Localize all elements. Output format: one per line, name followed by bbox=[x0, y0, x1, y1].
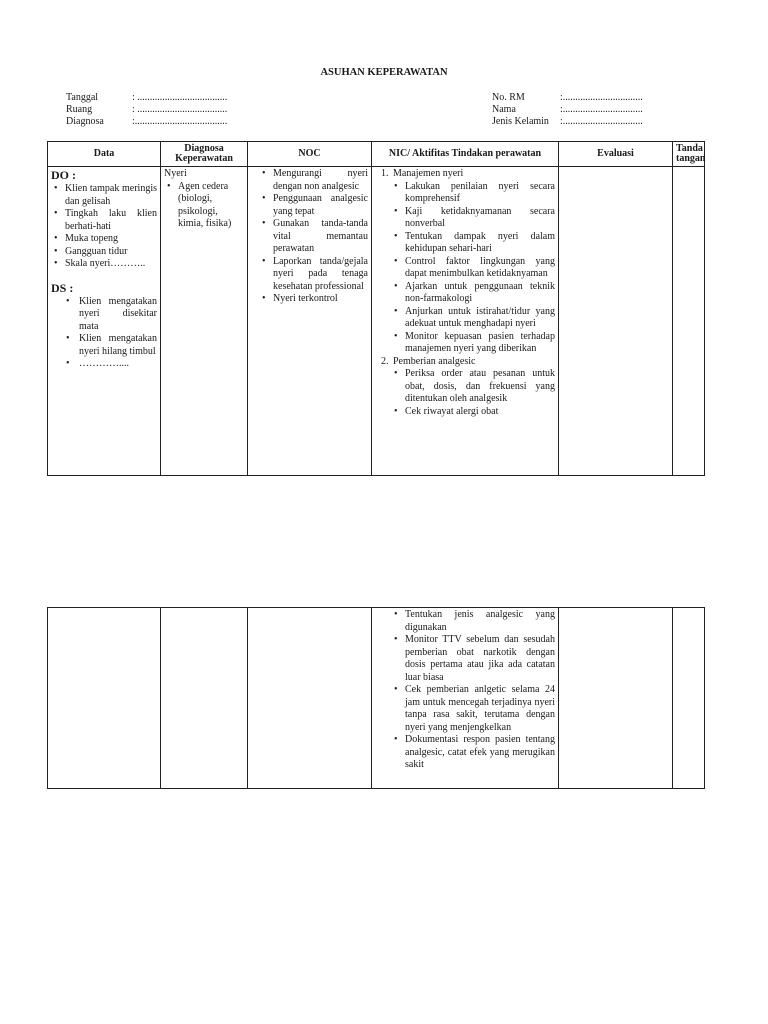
evaluasi-cell bbox=[559, 167, 673, 476]
col-header-evaluasi: Evaluasi bbox=[559, 142, 673, 167]
nic-cell bbox=[372, 608, 559, 789]
list-item: • Monitor TTV sebelum dan sesudah pemberian obat narkotik dengan dosis pertama atau jika ada catatan luar biasa bbox=[405, 634, 555, 684]
nic-section-analgesic bbox=[391, 356, 555, 419]
list-item: • Periksa order atau pesanan untuk obat, dosis, dan frekuensi yang ditentukan oleh analgesik bbox=[405, 368, 555, 406]
nama-row bbox=[492, 104, 643, 116]
list-item: • Tentukan dampak nyeri dalam kehidupan sehari-hari bbox=[405, 231, 555, 256]
nic-section-title: Manajemen nyeri bbox=[393, 168, 464, 179]
ds-heading: DS : bbox=[51, 280, 74, 295]
diagnosa-list bbox=[164, 181, 244, 231]
list-item: • Mengurangi nyeri dengan non analgesic bbox=[273, 168, 368, 193]
do-heading: DO : bbox=[51, 168, 76, 182]
jenis-kelamin-row bbox=[492, 116, 643, 128]
nic-sublist bbox=[393, 368, 555, 418]
ds-list bbox=[51, 296, 157, 371]
list-item: • Anjurkan untuk istirahat/tidur yang adekuat untuk menghadapi nyeri bbox=[405, 306, 555, 331]
list-item: • Control faktor lingkungan yang dapat menimbulkan ketidaknyaman bbox=[405, 256, 555, 281]
list-item: • Cek pemberian anlgetic selama 24 jam untuk mencegah terjadinya nyeri tanpa rasa sakit, terutama dengan nyeri yang menjengkelkan bbox=[405, 684, 555, 734]
no-rm-row bbox=[492, 92, 643, 104]
list-item: • Laporkan tanda/gejala nyeri pada tenaga kesehatan professional bbox=[273, 256, 368, 294]
list-item: • Muka topeng bbox=[65, 233, 157, 246]
list-item: • ………….... bbox=[79, 358, 157, 371]
list-item: • Cek riwayat alergi obat bbox=[405, 406, 555, 419]
data-cell bbox=[48, 608, 161, 789]
diagnosa-label: Diagnosa bbox=[66, 116, 104, 127]
ruang-label: Ruang bbox=[66, 104, 93, 115]
tanda-tangan-cell bbox=[673, 167, 705, 476]
nic-section-manajemen bbox=[391, 168, 555, 356]
list-item: • Tingkah laku klien berhati-hati bbox=[65, 208, 157, 233]
diagnosa-row bbox=[66, 116, 227, 128]
diagnosa-value: :..................................... bbox=[132, 116, 228, 127]
nama-value: :................................ bbox=[560, 104, 643, 115]
nic-sublist bbox=[393, 181, 555, 356]
list-item: • Klien tampak meringis dan gelisah bbox=[65, 183, 157, 208]
care-plan-table-continued bbox=[47, 607, 705, 789]
do-list bbox=[51, 183, 157, 271]
table-row bbox=[48, 608, 705, 789]
jenis-kelamin-value: :................................ bbox=[560, 116, 643, 127]
nic-sublist bbox=[375, 609, 555, 772]
col-header-nic: NIC/ Aktifitas Tindakan perawatan bbox=[372, 142, 559, 167]
col-header-diagnosa: Diagnosa Keperawatan bbox=[161, 142, 248, 167]
diagnosa-cell bbox=[161, 608, 248, 789]
list-item: • Skala nyeri……….. bbox=[65, 258, 157, 271]
list-item: • Nyeri terkontrol bbox=[273, 293, 368, 306]
diagnosa-cell bbox=[161, 167, 248, 476]
list-item: • Klien mengatakan nyeri hilang timbul bbox=[79, 333, 157, 358]
ruang-row bbox=[66, 104, 227, 116]
data-cell bbox=[48, 167, 161, 476]
col-header-tanda-tangan: Tanda tangan bbox=[673, 142, 705, 167]
diagnosa-main: Nyeri bbox=[164, 168, 187, 179]
nic-cell bbox=[372, 167, 559, 476]
noc-list bbox=[251, 168, 368, 306]
noc-cell bbox=[248, 608, 372, 789]
header-left bbox=[66, 92, 227, 128]
tanggal-label: Tanggal bbox=[66, 92, 99, 103]
table-row bbox=[48, 167, 705, 476]
list-item: • Tentukan jenis analgesic yang digunakan bbox=[405, 609, 555, 634]
care-plan-table bbox=[47, 141, 705, 476]
header-right bbox=[492, 92, 643, 128]
list-item: • Kaji ketidaknyamanan secara nonverbal bbox=[405, 206, 555, 231]
no-rm-value: :................................ bbox=[560, 92, 643, 103]
list-item: • Klien mengatakan nyeri disekitar mata bbox=[79, 296, 157, 334]
list-item: • Dokumentasi respon pasien tentang analgesic, catat efek yang merugikan sakit bbox=[405, 734, 555, 772]
nama-label: Nama bbox=[492, 104, 516, 115]
nic-section-title: Pemberian analgesic bbox=[393, 355, 476, 367]
list-item: • Agen cedera (biologi, psikologi, kimia, fisika) bbox=[178, 181, 244, 231]
jenis-kelamin-label: Jenis Kelamin bbox=[492, 116, 549, 127]
list-item: • Lakukan penilaian nyeri secara komprehensif bbox=[405, 181, 555, 206]
noc-cell bbox=[248, 167, 372, 476]
table-header-row bbox=[48, 142, 705, 167]
col-header-data: Data bbox=[48, 142, 161, 167]
page-title: ASUHAN KEPERAWATAN bbox=[320, 67, 448, 78]
list-item: • Gunakan tanda-tanda vital memantau perawatan bbox=[273, 218, 368, 256]
no-rm-label: No. RM bbox=[492, 92, 525, 103]
tanda-tangan-cell bbox=[673, 608, 705, 789]
evaluasi-cell bbox=[559, 608, 673, 789]
nic-list bbox=[375, 168, 555, 418]
ruang-value: : .................................... bbox=[132, 104, 228, 115]
tanggal-row bbox=[66, 92, 227, 104]
list-item: • Gangguan tidur bbox=[65, 246, 157, 259]
list-item: • Penggunaan analgesic yang tepat bbox=[273, 193, 368, 218]
list-item: • Ajarkan untuk penggunaan teknik non-farmakologi bbox=[405, 281, 555, 306]
col-header-noc: NOC bbox=[248, 142, 372, 167]
list-item: • Monitor kepuasan pasien terhadap manajemen nyeri yang diberikan bbox=[405, 331, 555, 356]
tanggal-value: : .................................... bbox=[132, 92, 228, 103]
